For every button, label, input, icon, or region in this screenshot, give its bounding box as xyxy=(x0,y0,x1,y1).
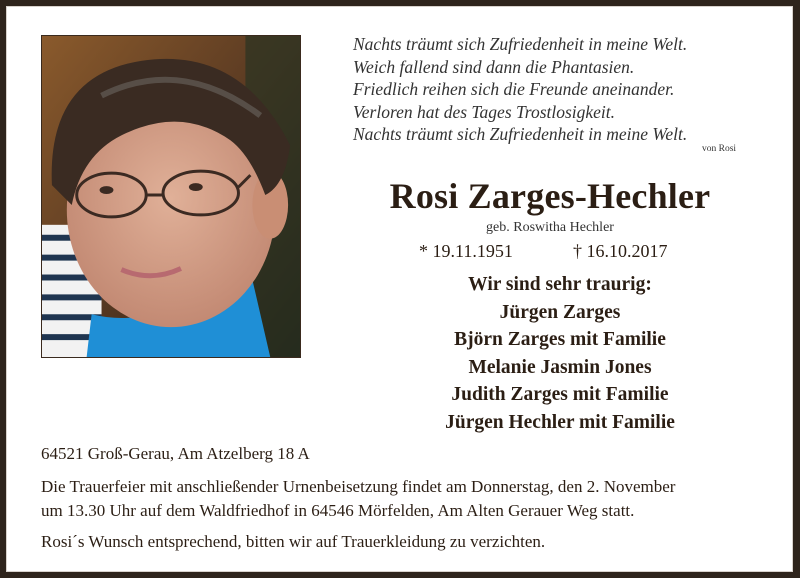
mourner-name: Björn Zarges mit Familie xyxy=(454,329,666,350)
poem-author: von Rosi xyxy=(702,144,737,154)
dress-code-note: Rosi´s Wunsch entsprechend, bitten wir auf Trauerkleidung zu verzichten. xyxy=(41,532,546,551)
poem-line: Weich fallend sind dann die Phantasien. xyxy=(353,56,635,77)
mourners-heading: Wir sind sehr traurig: xyxy=(468,274,652,295)
mourner-name: Jürgen Zarges xyxy=(499,301,621,323)
poem xyxy=(353,33,753,146)
death-date: † 16.10.2017 xyxy=(573,241,668,261)
maiden-name: geb. Roswitha Hechler xyxy=(486,220,614,235)
portrait-image-icon xyxy=(42,36,300,357)
mourner-name: Melanie Jasmin Jones xyxy=(468,356,652,378)
birth-date: * 19.11.1951 xyxy=(419,241,513,261)
poem-line: Nachts träumt sich Zufriedenheit in meine Welt. xyxy=(353,34,688,54)
portrait-photo xyxy=(41,35,301,358)
ceremony-line: Die Trauerfeier mit anschließender Urnenbeisetzung findet am Donnerstag, den 2. November xyxy=(41,477,676,496)
ceremony-line: um 13.30 Uhr auf dem Waldfriedhof in 64546 Mörfelden, Am Alten Gerauer Weg statt. xyxy=(41,501,635,520)
deceased-name: Rosi Zarges-Hechler xyxy=(389,176,711,216)
poem-line: Verloren hat des Tages Trostlosigkeit. xyxy=(353,101,616,122)
mourner-name: Jürgen Hechler mit Familie xyxy=(445,411,675,433)
poem-line: Nachts träumt sich Zufriedenheit in meine Welt. xyxy=(353,124,688,144)
address: 64521 Groß-Gerau, Am Atzelberg 18 A xyxy=(41,444,310,463)
poem-line: Friedlich reihen sich die Freunde aneinander. xyxy=(353,79,675,99)
ceremony-info xyxy=(41,475,675,523)
mourners-list xyxy=(408,271,712,436)
mourner-name: Judith Zarges mit Familie xyxy=(451,384,669,405)
